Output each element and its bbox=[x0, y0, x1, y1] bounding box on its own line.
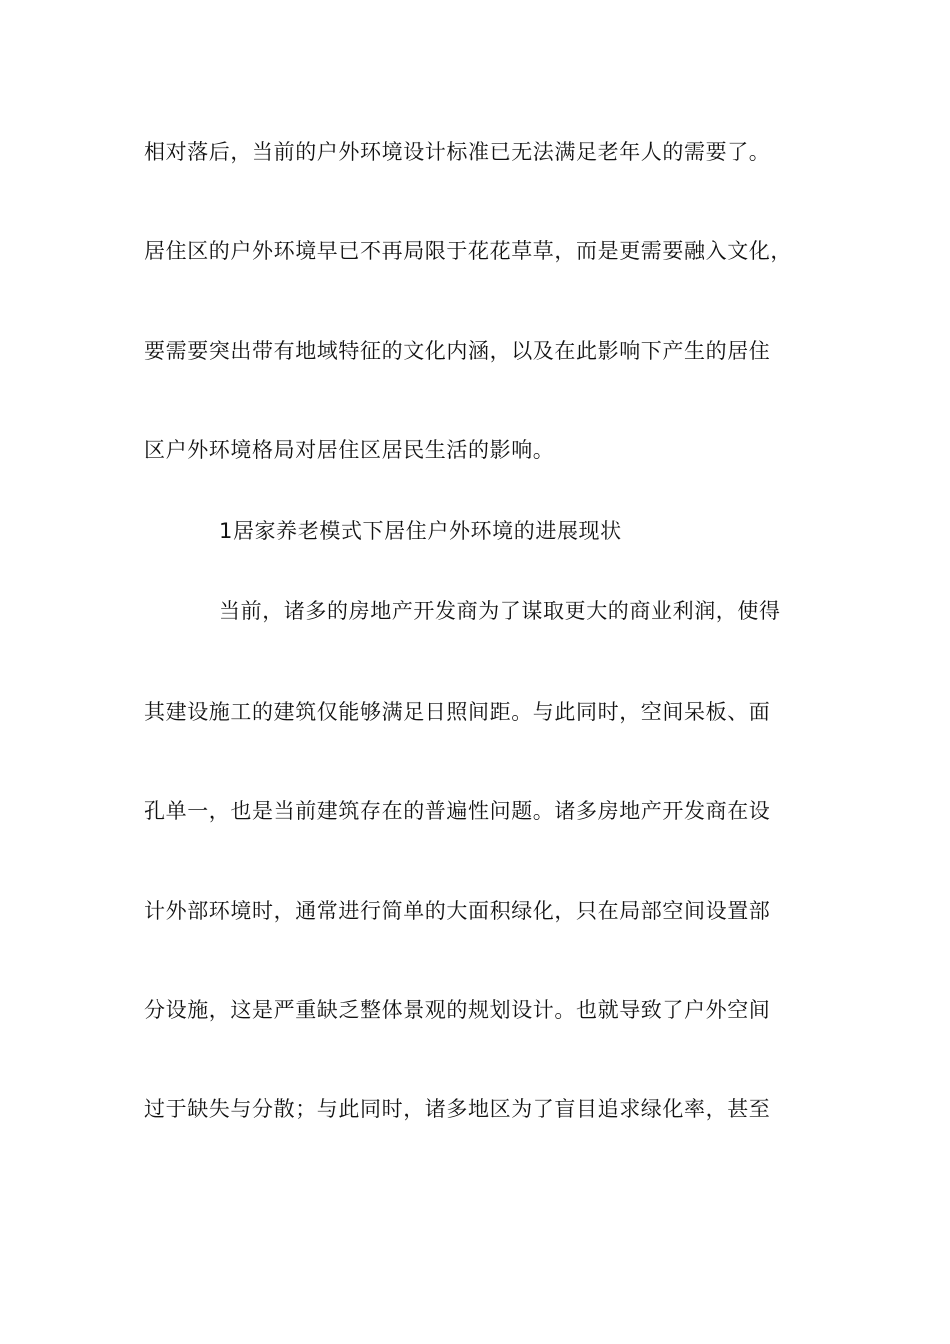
paragraph-line: 其建设施工的建筑仅能够满足日照间距。与此同时，空间呆板、面 bbox=[144, 700, 771, 724]
section-heading: 1居家养老模式下居住户外环境的进展现状 bbox=[219, 519, 622, 543]
paragraph-line: 相对落后，当前的户外环境设计标准已无法满足老年人的需要了。 bbox=[144, 140, 771, 164]
paragraph-line: 分设施，这是严重缺乏整体景观的规划设计。也就导致了户外空间 bbox=[144, 998, 771, 1022]
paragraph-line: 区户外环境格局对居住区居民生活的影响。 bbox=[144, 438, 555, 462]
paragraph-line: 要需要突出带有地域特征的文化内涵，以及在此影响下产生的居住 bbox=[144, 339, 771, 363]
paragraph-line: 计外部环境时，通常进行简单的大面积绿化，只在局部空间设置部 bbox=[144, 899, 771, 923]
paragraph-line: 过于缺失与分散；与此同时，诸多地区为了盲目追求绿化率，甚至 bbox=[144, 1097, 771, 1121]
paragraph-line: 居住区的户外环境早已不再局限于花花草草，而是更需要融入文化， bbox=[144, 239, 792, 263]
paragraph-line: 孔单一，也是当前建筑存在的普遍性问题。诸多房地产开发商在设 bbox=[144, 799, 771, 823]
paragraph-line: 当前，诸多的房地产开发商为了谋取更大的商业利润，使得 bbox=[219, 599, 781, 623]
